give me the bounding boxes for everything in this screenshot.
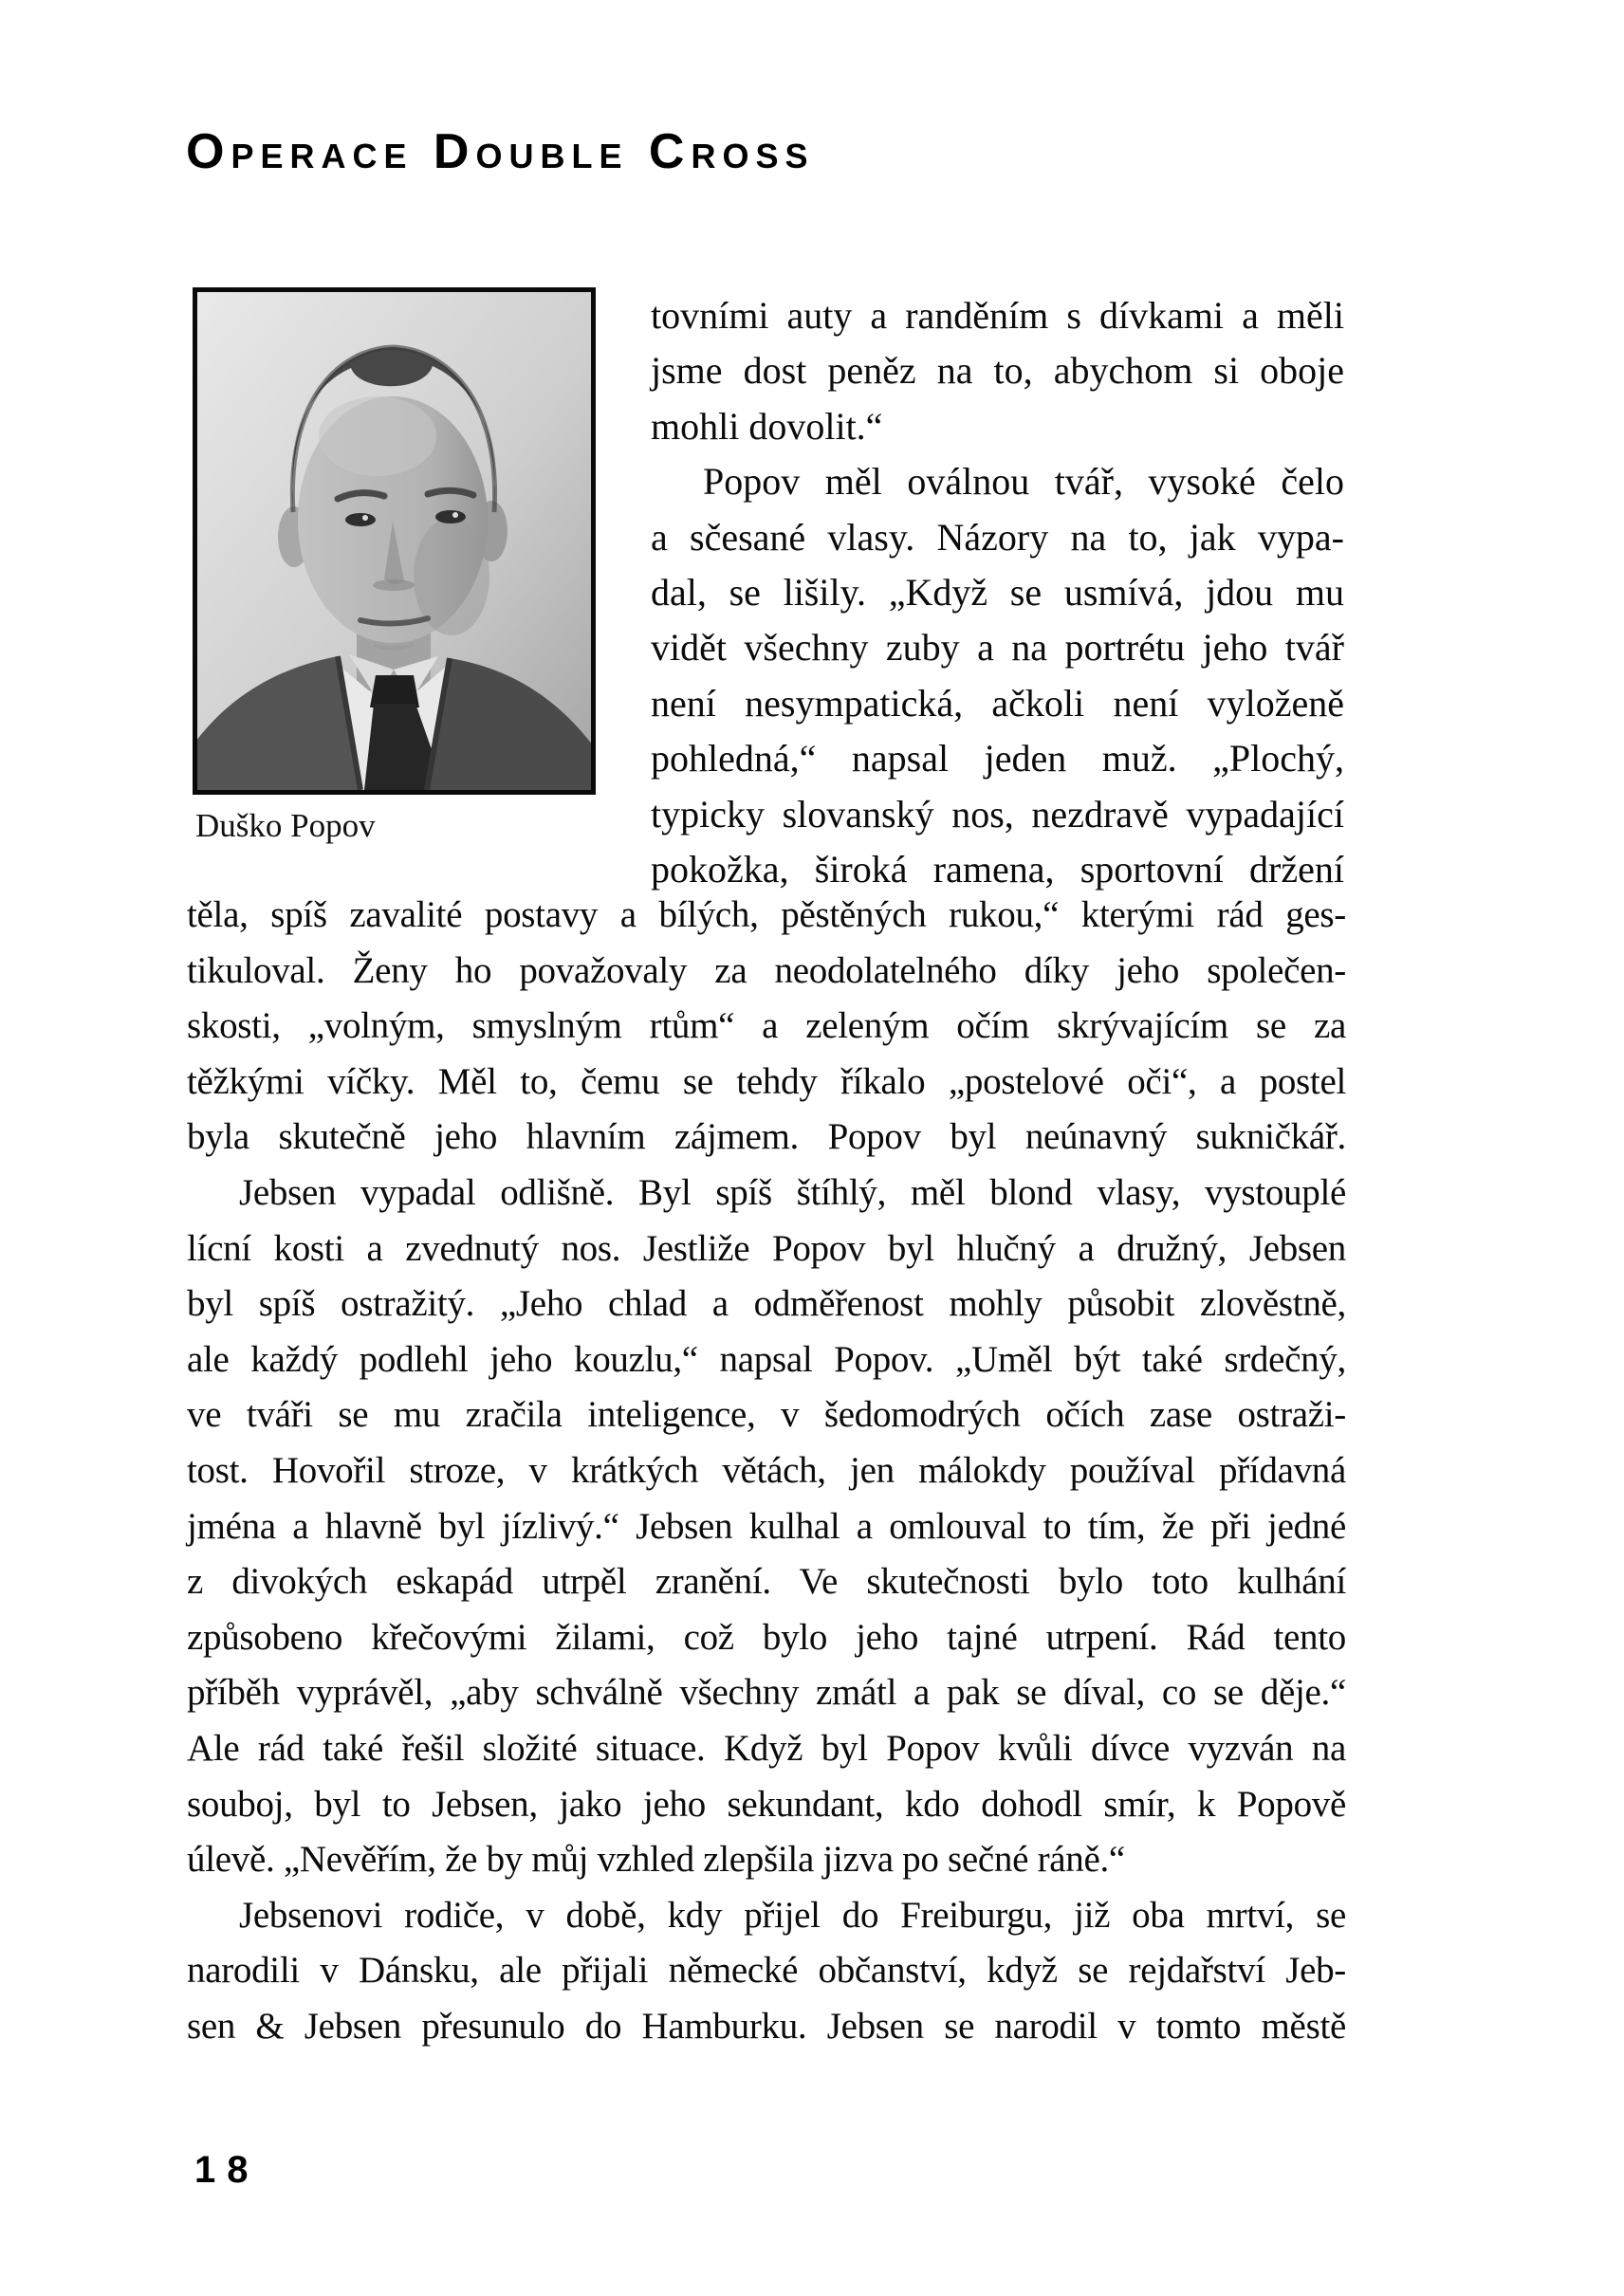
text-line: vidět všechny zuby a na portrétu jeho tvář bbox=[651, 626, 1344, 670]
text-line: způsobeno křečovými žilami, což bylo jeho tajné utrpení. Rád tento bbox=[187, 1616, 1346, 1658]
page-number: 18 bbox=[194, 2149, 260, 2191]
text-line: těžkými víčky. Měl to, čemu se tehdy říkalo „postelové oči“, a postel bbox=[187, 1060, 1346, 1102]
text-line: byla skutečně jeho hlavním zájmem. Popov byl neúnavný sukničkář. bbox=[187, 1116, 1346, 1158]
text-line: úlevě. „Nevěřím, že by můj vzhled zlepšila jizva po sečné ráně.“ bbox=[187, 1839, 1125, 1881]
text-line: pohledná,“ napsal jeden muž. „Plochý, bbox=[651, 737, 1344, 781]
text-line: tikuloval. Ženy ho považovaly za neodolatelného díky jeho společen- bbox=[187, 949, 1346, 991]
text-line: byl spíš ostražitý. „Jeho chlad a odměřenost mohly působit zlověstně, bbox=[187, 1283, 1346, 1325]
text-column-beside-photo bbox=[651, 288, 1344, 897]
text-line: lícní kosti a zvednutý nos. Jestliže Popov byl hlučný a družný, Jebsen bbox=[187, 1227, 1346, 1269]
text-line: z divokých eskapád utrpěl zranění. Ve skutečnosti bylo toto kulhání bbox=[187, 1561, 1346, 1603]
text-line: jsme dost peněz na to, abychom si oboje bbox=[651, 349, 1344, 393]
text-line: typicky slovanský nos, nezdravě vypadající bbox=[651, 792, 1344, 836]
text-line: mohli dovolit.“ bbox=[651, 404, 883, 448]
text-line: jména a hlavně byl jízlivý.“ Jebsen kulhal a omlouval to tím, že při jedné bbox=[187, 1505, 1346, 1547]
running-header: Operace Double Cross bbox=[186, 124, 815, 179]
text-line: dal, se lišily. „Když se usmívá, jdou mu bbox=[651, 570, 1344, 614]
body-text-block bbox=[187, 888, 1346, 2054]
text-line: příběh vyprávěl, „aby schválně všechny zmátl a pak se díval, co se děje.“ bbox=[187, 1672, 1346, 1714]
text-line: Jebsenovi rodiče, v době, kdy přijel do Freiburgu, již oba mrtví, se bbox=[239, 1894, 1346, 1936]
text-line: není nesympatická, ačkoli není vyloženě bbox=[651, 681, 1344, 725]
text-line: sen & Jebsen přesunulo do Hamburku. Jebsen se narodil v tomto městě bbox=[187, 2005, 1346, 2047]
text-line: Jebsen vypadal odlišně. Byl spíš štíhlý, měl blond vlasy, vystouplé bbox=[239, 1171, 1346, 1213]
text-line: narodili v Dánsku, ale přijali německé občanství, když se rejdařství Jeb- bbox=[187, 1950, 1346, 1992]
photo-caption: Duško Popov bbox=[195, 807, 376, 844]
text-line: ale každý podlehl jeho kouzlu,“ napsal Popov. „Uměl být také srdečný, bbox=[187, 1338, 1346, 1380]
text-line: souboj, byl to Jebsen, jako jeho sekundant, kdo dohodl smír, k Popově bbox=[187, 1783, 1346, 1825]
text-line: Ale rád také řešil složité situace. Když byl Popov kvůli dívce vyzván na bbox=[187, 1727, 1346, 1769]
text-line: Popov měl oválnou tvář, vysoké čelo bbox=[703, 460, 1344, 504]
text-line: a sčesané vlasy. Názory na to, jak vypa- bbox=[651, 515, 1344, 559]
text-line: ve tváři se mu zračila inteligence, v šedomodrých očích zase ostraži- bbox=[187, 1394, 1346, 1436]
text-line: tovními auty a randěním s dívkami a měli bbox=[651, 294, 1344, 337]
photo-figure bbox=[193, 287, 596, 795]
text-line: těla, spíš zavalité postavy a bílých, pěstěných rukou,“ kterými rád ges- bbox=[187, 894, 1346, 935]
text-line: tost. Hovořil stroze, v krátkých větách, jen málokdy používal přídavná bbox=[187, 1449, 1346, 1491]
portrait-photo bbox=[197, 292, 591, 790]
text-line: skosti, „volným, smyslným rtům“ a zeleným očím skrývajícím se za bbox=[187, 1005, 1346, 1047]
text-line: pokožka, široká ramena, sportovní držení bbox=[651, 847, 1344, 891]
